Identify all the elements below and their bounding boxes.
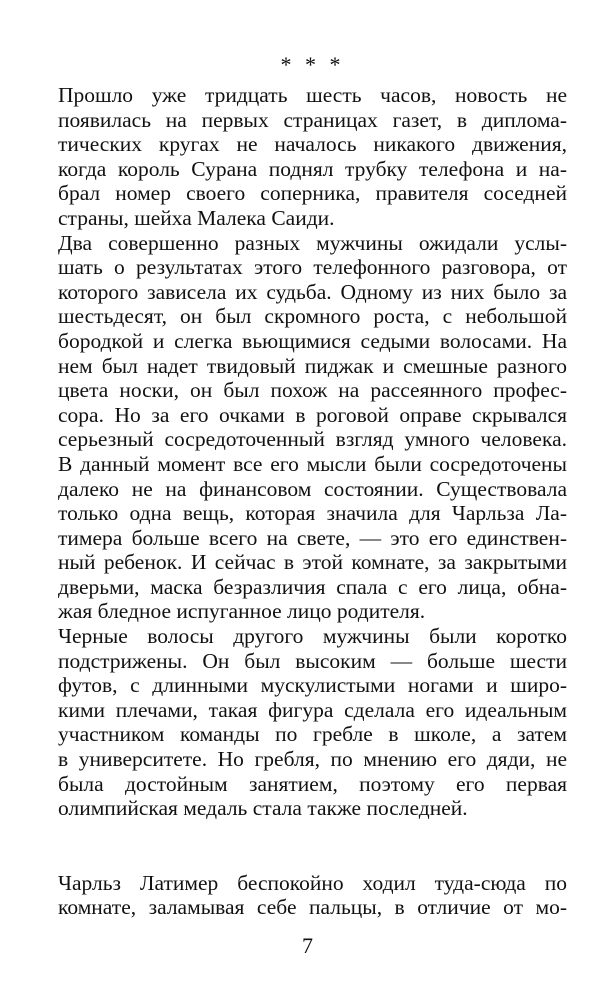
text-line: цвета носки, он был похож на рассеянного профес-: [58, 378, 567, 403]
text-line: серьезный сосредоточенный взгляд умного человека.: [58, 427, 567, 452]
text-line: в университете. Но гребля, по мнению его дяди, не: [58, 747, 567, 772]
text-line: шать о результатах этого телефонного разговора, от: [58, 255, 567, 280]
text-line: олимпийская медаль стала также последней.: [58, 796, 468, 821]
paragraph-2: [58, 231, 567, 625]
text-line: дверьми, маска безразличия спала с его лица, обна-: [58, 574, 567, 599]
text-line: Чарльз Латимер беспокойно ходил туда-сюда по: [58, 870, 567, 895]
page-body: [58, 52, 567, 920]
text-line: футов, с длинными мускулистыми ногами и широ-: [58, 673, 567, 698]
section-separator: * * *: [280, 52, 345, 77]
text-line: когда король Сурана поднял трубку телефона и на-: [58, 156, 567, 181]
text-line: тимера больше всего на свете, — это его единствен-: [58, 525, 567, 550]
text-line: нем был надет твидовый пиджак и смешные разного: [58, 353, 567, 378]
text-line: появилась на первых страницах газет, в диплома-: [58, 107, 567, 132]
text-line: шестьдесят, он был скромного роста, с небольшой: [58, 304, 567, 329]
text-line: была достойным занятием, поэтому его первая: [58, 771, 567, 796]
text-line: страны, шейха Малека Саиди.: [58, 205, 335, 230]
paragraph-1: [58, 83, 567, 231]
section-gap: [58, 821, 567, 871]
text-line: участником команды по гребле в школе, а затем: [58, 722, 567, 747]
text-line: бородкой и слегка вьющимися седыми волосами. На: [58, 328, 567, 353]
paragraph-4: [58, 871, 567, 920]
text-line: комнате, заламывая себе пальцы, в отличие от мо-: [58, 895, 567, 920]
paragraph-3: [58, 624, 567, 821]
text-line: только одна вещь, которая значила для Чарльза Ла-: [58, 501, 567, 526]
text-line: подстрижены. Он был высоким — больше шести: [58, 648, 567, 673]
text-line: ный ребенок. И сейчас в этой комнате, за закрытыми: [58, 550, 567, 575]
text-line: брал номер своего соперника, правителя соседней: [58, 181, 567, 206]
text-line: сора. Но за его очками в роговой оправе скрывался: [58, 402, 567, 427]
text-line: Прошло уже тридцать шесть часов, новость не: [58, 83, 567, 107]
text-line: далеко не на финансовом состоянии. Существовала: [58, 476, 567, 501]
page-number: 7: [302, 933, 313, 958]
text-line: Два совершенно разных мужчины ожидали услы-: [58, 230, 567, 255]
text-line: Черные волосы другого мужчины были коротко: [58, 624, 567, 649]
text-line: тических кругах не началось никакого движения,: [58, 132, 567, 157]
text-line: В данный момент все его мысли были сосредоточены: [58, 451, 567, 476]
text-line: кими плечами, такая фигура сделала его идеальным: [58, 697, 567, 722]
text-line: жая бледное испуганное лицо родителя.: [58, 599, 426, 624]
text-line: которого зависела их судьба. Одному из них было за: [58, 279, 567, 304]
